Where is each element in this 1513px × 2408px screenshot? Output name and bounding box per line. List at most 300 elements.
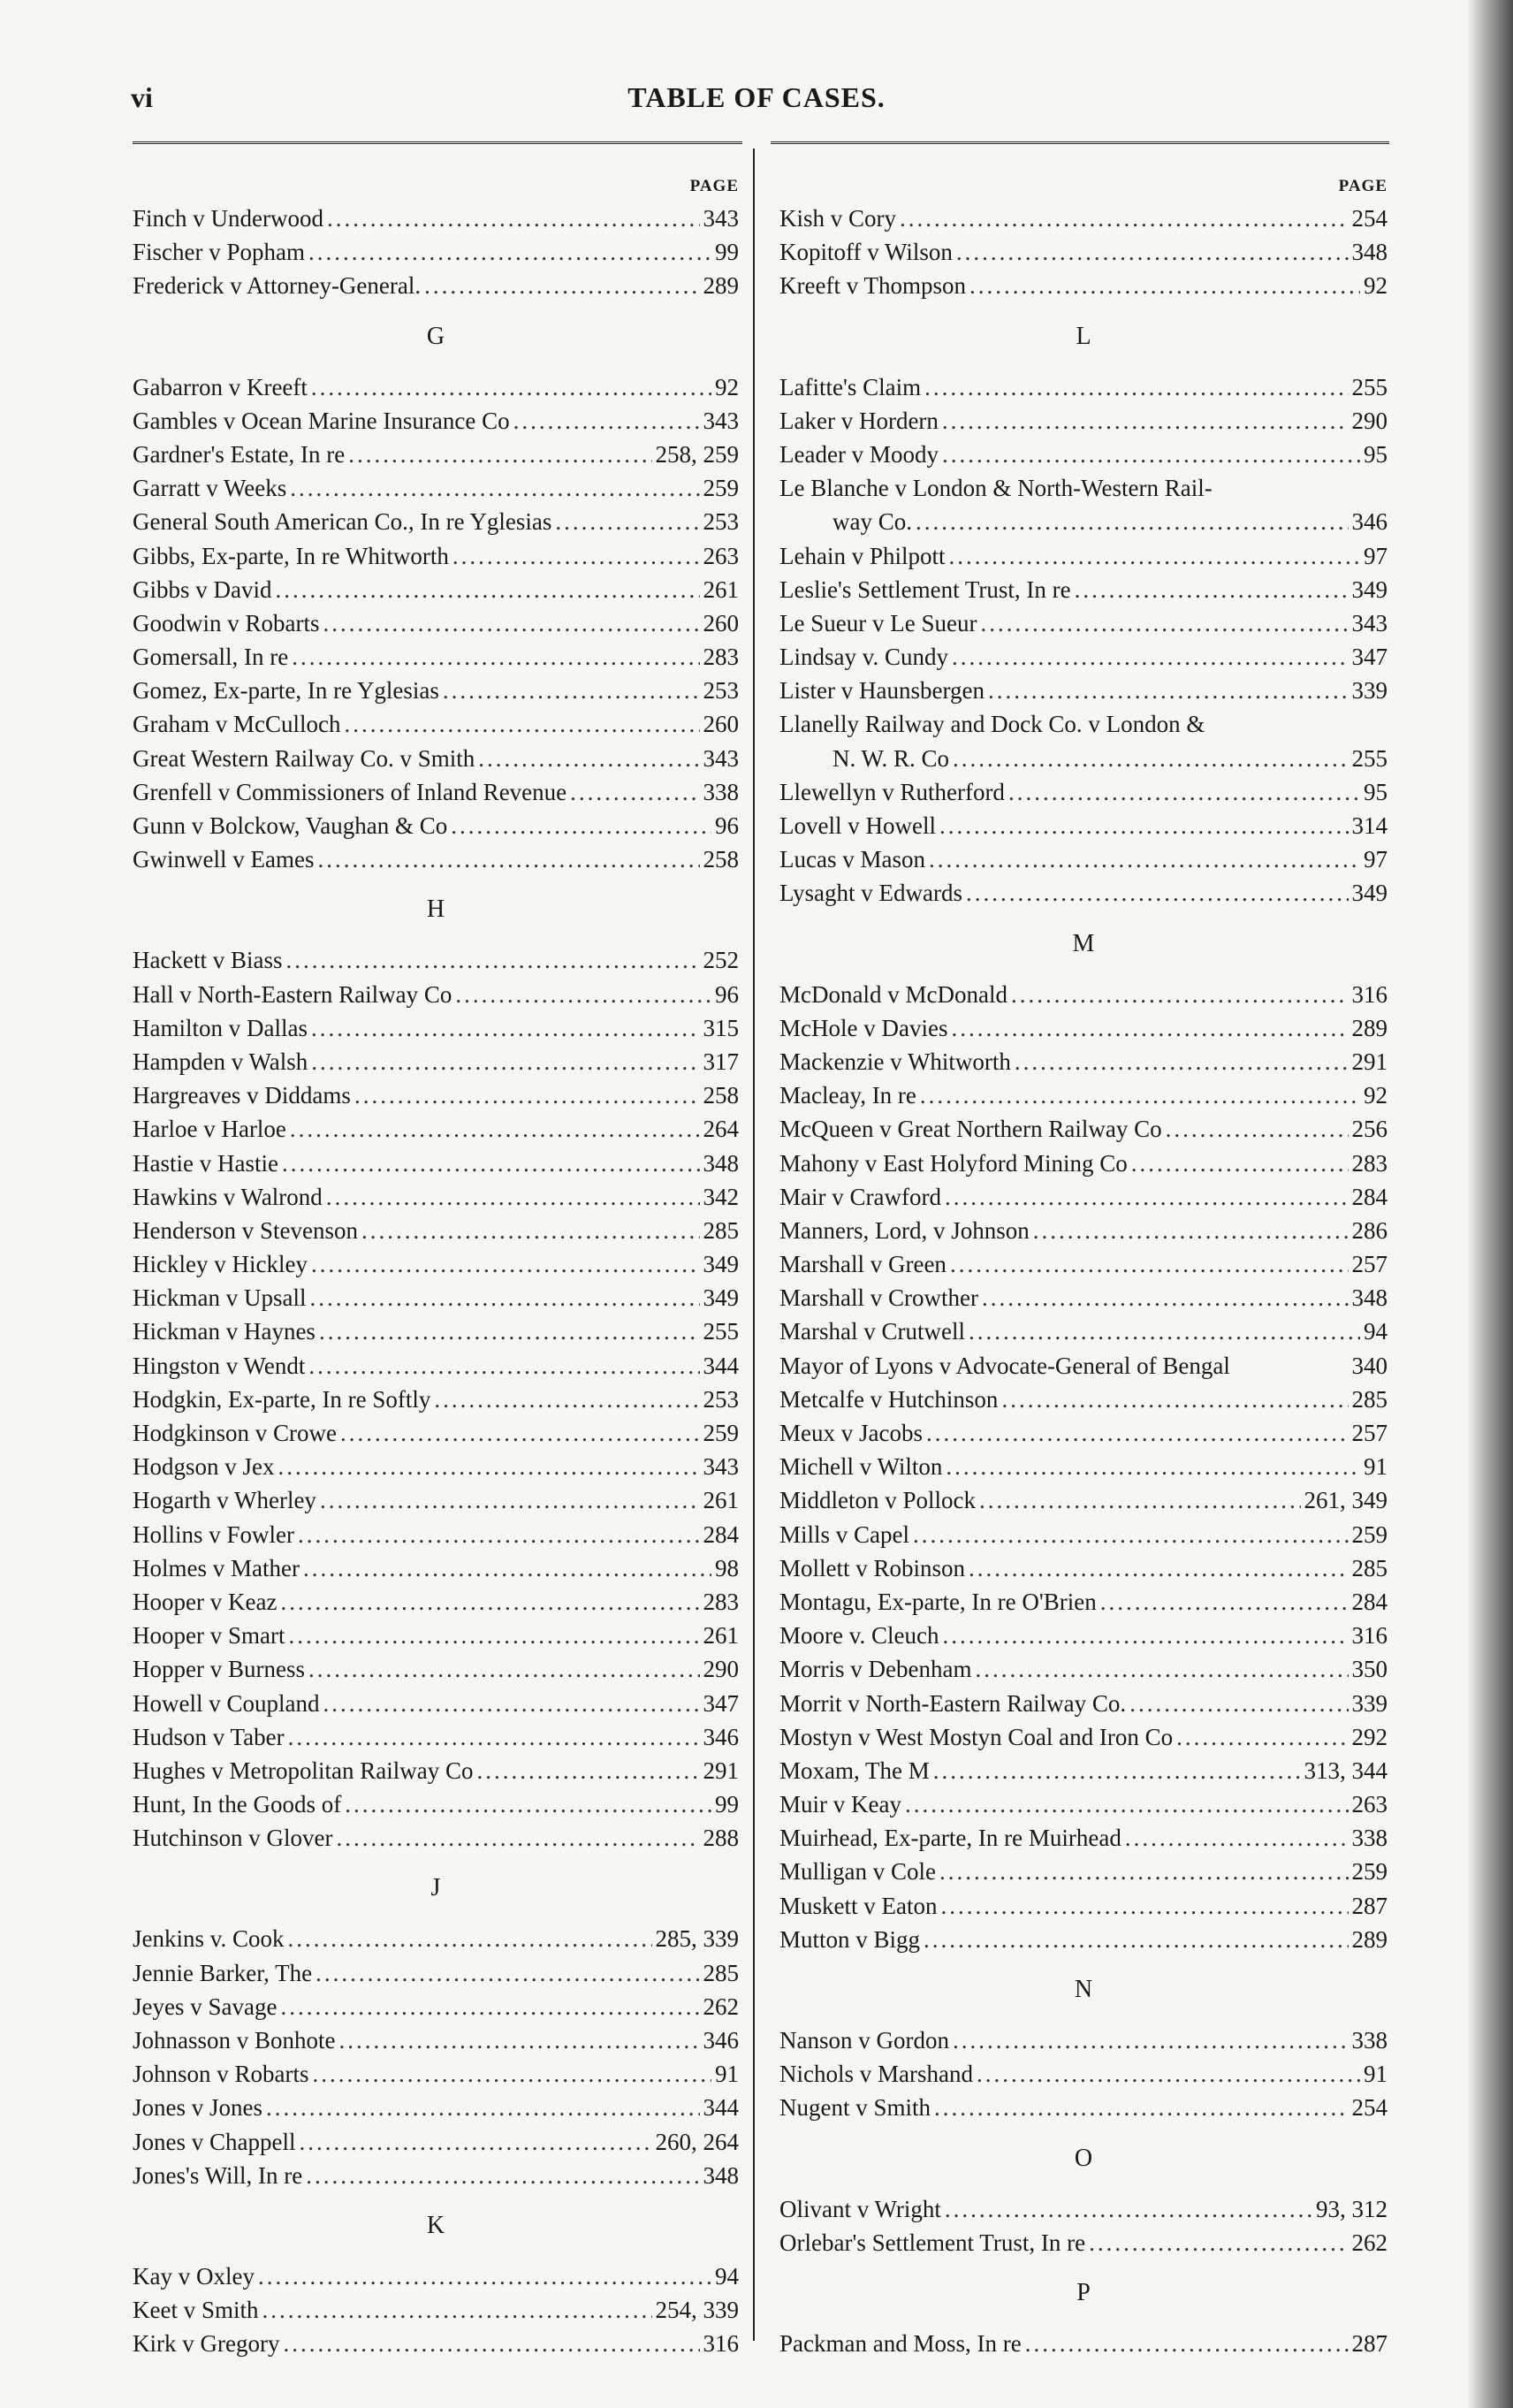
case-page: 343: [703, 407, 739, 434]
dot-leader: [311, 370, 711, 404]
case-name: Lister v Haunsbergen: [779, 677, 985, 705]
case-page: 348: [703, 2161, 739, 2189]
right-column: [779, 171, 1388, 2360]
case-entry: [779, 1450, 1388, 1483]
dot-leader: [306, 2159, 699, 2192]
case-page: 92: [1364, 272, 1388, 300]
case-page: 95: [1364, 440, 1388, 468]
case-entry: [779, 775, 1388, 809]
case-name: Hooper v Smart: [133, 1622, 285, 1650]
dot-leader: [969, 1314, 1360, 1348]
dot-leader: [975, 1652, 1348, 1686]
case-name: Leader v Moody: [779, 440, 939, 468]
dot-leader: [1100, 1585, 1349, 1619]
case-page: 284: [1351, 1183, 1388, 1210]
case-entry: [779, 1349, 1388, 1383]
case-entry: [779, 2192, 1388, 2226]
case-page: 338: [1351, 1825, 1388, 1852]
case-name: Hall v North-Eastern Railway Co: [133, 980, 452, 1008]
page-edge: [1467, 0, 1513, 2408]
case-entry: [779, 1314, 1388, 1348]
dot-leader: [513, 404, 700, 438]
case-entry: [779, 1011, 1388, 1045]
dot-leader: [940, 1889, 1348, 1923]
dot-leader: [1001, 1383, 1348, 1416]
case-name: Meux v Jacobs: [779, 1420, 923, 1446]
case-name: Marshal v Crutwell: [779, 1318, 965, 1345]
dot-leader: [308, 1652, 700, 1686]
case-name: Keet v Smith: [133, 2297, 259, 2324]
dot-leader: [266, 2091, 700, 2124]
dot-leader: [942, 404, 1349, 438]
case-page: 257: [1351, 1420, 1388, 1446]
dot-leader: [311, 1011, 700, 1045]
dot-leader: [979, 1483, 1301, 1517]
case-entry: [779, 606, 1388, 640]
case-page: 339: [1351, 1689, 1388, 1717]
case-name: Gabarron v Kreeft: [133, 373, 308, 400]
dot-leader: [258, 2259, 711, 2293]
case-name: Llanelly Railway and Dock Co. v London &: [779, 711, 1205, 738]
case-entry: [779, 707, 1388, 741]
case-entry: [133, 1922, 739, 1955]
case-page: 343: [703, 1453, 739, 1481]
case-page: 258, 259: [655, 440, 739, 468]
case-entry: [779, 1585, 1388, 1619]
section-letter: J: [430, 1874, 441, 1902]
case-page: 254: [1351, 2094, 1388, 2122]
case-name: Hooper v Keaz: [133, 1588, 278, 1615]
case-entry: [779, 370, 1388, 404]
case-name: Kirk v Gregory: [133, 2330, 280, 2358]
dot-leader: [262, 2293, 652, 2327]
case-name: Orlebar's Settlement Trust, In re: [779, 2229, 1086, 2256]
case-name: Gibbs, Ex-parte, In re Whitworth: [133, 542, 449, 569]
dot-leader: [942, 1619, 1348, 1652]
case-page: 255: [1351, 373, 1388, 400]
case-page: 263: [1351, 1791, 1388, 1818]
case-page: 91: [715, 2061, 739, 2088]
case-entry: [779, 1416, 1388, 1450]
case-page: 93, 312: [1316, 2195, 1388, 2222]
case-entry: [133, 606, 739, 640]
case-page: 260: [703, 711, 739, 738]
case-page: 256: [1351, 1116, 1388, 1143]
case-page: 348: [1351, 239, 1388, 266]
section-letter: O: [1074, 2144, 1093, 2172]
case-entry: [779, 2327, 1388, 2360]
case-name: Muir v Keay: [779, 1791, 901, 1818]
case-entry: [779, 1652, 1388, 1686]
case-page: 314: [1351, 812, 1388, 839]
page-column-label: PAGE: [1338, 177, 1388, 195]
case-name: Gwinwell v Eames: [133, 846, 315, 873]
case-page: 259: [1351, 1858, 1388, 1886]
case-entry: [133, 1383, 739, 1416]
dot-leader: [939, 1855, 1349, 1888]
case-page: 285, 339: [655, 1925, 739, 1953]
case-page: 91: [1364, 1453, 1388, 1481]
case-name: Jennie Barker, The: [133, 1959, 313, 1986]
case-entry: [779, 2023, 1388, 2057]
case-entry: [133, 539, 739, 573]
case-page: 287: [1351, 1892, 1388, 1919]
case-entry: [779, 640, 1388, 674]
dot-leader: [988, 674, 1349, 707]
case-page: 338: [1351, 2027, 1388, 2054]
dot-leader: [926, 1416, 1349, 1450]
case-page: 91: [1364, 2061, 1388, 2088]
case-page: 288: [703, 1825, 739, 1852]
dot-leader: [977, 2057, 1360, 2091]
case-page: 315: [703, 1014, 739, 1041]
dot-leader: [361, 1214, 700, 1247]
case-page: 283: [703, 1588, 739, 1615]
dot-leader: [900, 202, 1348, 235]
case-name: Muirhead, Ex-parte, In re Muirhead: [779, 1825, 1121, 1852]
dot-leader: [946, 1450, 1360, 1483]
dot-leader: [443, 674, 700, 707]
case-page: 292: [1351, 1723, 1388, 1750]
case-page: 263: [703, 542, 739, 569]
case-entry: [133, 1619, 739, 1652]
case-page: 349: [1351, 575, 1388, 603]
case-name: Hampden v Walsh: [133, 1048, 308, 1075]
case-page: 339: [1351, 677, 1388, 705]
case-name: Hawkins v Walrond: [133, 1183, 323, 1210]
case-entry: [133, 370, 739, 404]
case-name: Hackett v Biass: [133, 947, 283, 974]
dot-leader: [1125, 1821, 1349, 1855]
case-name: Mollett v Robinson: [779, 1554, 966, 1581]
dot-leader: [344, 707, 699, 741]
case-entry: [133, 1754, 739, 1787]
dot-leader: [1033, 1214, 1349, 1247]
case-entry: [779, 1551, 1388, 1585]
dot-leader: [1011, 978, 1349, 1011]
case-name: Graham v McCulloch: [133, 711, 341, 738]
dot-leader: [929, 842, 1360, 876]
case-entry: [133, 742, 739, 775]
case-entry: [133, 2159, 739, 2192]
dot-leader: [451, 809, 711, 842]
dot-leader: [319, 1314, 700, 1348]
case-page: 349: [703, 1251, 739, 1278]
case-name: Jenkins v. Cook: [133, 1925, 285, 1953]
case-entry: [133, 471, 739, 505]
case-page: 316: [1351, 980, 1388, 1008]
case-page: 257: [1351, 1251, 1388, 1278]
case-name: Jones v Jones: [133, 2094, 262, 2122]
case-page: 258: [703, 846, 739, 873]
case-name: Gomersall, In re: [133, 644, 289, 671]
case-name: Jeyes v Savage: [133, 1993, 278, 2020]
dot-leader: [298, 1518, 699, 1551]
dot-leader: [945, 1180, 1349, 1214]
dot-leader: [570, 775, 699, 809]
case-entry: [133, 1821, 739, 1855]
dot-leader: [952, 640, 1349, 674]
case-entry: [133, 1450, 739, 1483]
case-entry: [133, 269, 739, 302]
case-entry: [133, 202, 739, 235]
dot-leader: [1131, 1147, 1349, 1180]
case-entry: [779, 202, 1388, 235]
dot-leader: [1008, 775, 1360, 809]
case-entry: [779, 1687, 1388, 1720]
case-name: Lafitte's Claim: [779, 373, 922, 400]
case-page: 289: [1351, 1925, 1388, 1953]
case-name: Muskett v Eaton: [779, 1892, 938, 1919]
case-entry: [133, 1314, 739, 1348]
case-page: 284: [703, 1520, 739, 1548]
case-page: 291: [703, 1756, 739, 1784]
case-name: Llewellyn v Rutherford: [779, 778, 1005, 805]
case-name: Mair v Crawford: [779, 1183, 941, 1210]
dot-leader: [948, 539, 1360, 573]
case-entry: [133, 2327, 739, 2360]
case-page: 342: [703, 1183, 739, 1210]
dot-leader: [434, 1383, 699, 1416]
case-page: 99: [715, 239, 739, 266]
case-page: 92: [1364, 1082, 1388, 1109]
dot-leader: [323, 606, 700, 640]
case-name: Morrit v North-Eastern Railway Co.: [779, 1689, 1127, 1717]
case-page: 291: [1351, 1048, 1388, 1075]
case-name: Lysaght v Edwards: [779, 880, 962, 907]
dot-leader: [950, 1247, 1349, 1281]
case-entry: [779, 539, 1388, 573]
case-page: 290: [1351, 407, 1388, 434]
case-name: Olivant v Wright: [779, 2195, 941, 2222]
case-page: 289: [1351, 1014, 1388, 1041]
dot-leader: [278, 1450, 700, 1483]
case-page: 313, 344: [1304, 1756, 1388, 1784]
case-entry: [133, 1112, 739, 1146]
page-column-label: PAGE: [689, 177, 739, 195]
case-entry: [133, 1787, 739, 1821]
case-page: 96: [715, 980, 739, 1008]
case-page: 348: [1351, 1284, 1388, 1312]
case-name: Hickman v Upsall: [133, 1284, 307, 1312]
case-page: 260, 264: [655, 2128, 739, 2155]
case-name: Hickman v Haynes: [133, 1318, 316, 1345]
case-name: Harloe v Harloe: [133, 1116, 286, 1143]
dot-leader: [339, 2023, 700, 2057]
case-page: 253: [703, 508, 739, 536]
case-entry: [133, 943, 739, 977]
case-page: 316: [703, 2330, 739, 2358]
case-page: 258: [703, 1082, 739, 1109]
case-name: Johnasson v Bonhote: [133, 2027, 336, 2054]
case-entry: [779, 1078, 1388, 1112]
case-name: Garratt v Weeks: [133, 475, 287, 502]
dot-leader: [924, 370, 1348, 404]
case-page: 252: [703, 947, 739, 974]
case-name: Marshall v Green: [779, 1251, 947, 1278]
case-name: Grenfell v Commissioners of Inland Revenue: [133, 778, 567, 805]
case-name: Hogarth v Wherley: [133, 1487, 316, 1514]
case-name: Mulligan v Cole: [779, 1858, 936, 1886]
dot-leader: [452, 539, 700, 573]
case-entry: [779, 1214, 1388, 1247]
case-name: Mutton v Bigg: [779, 1925, 921, 1953]
dot-leader: [308, 1349, 699, 1383]
case-entry: [133, 809, 739, 842]
dot-leader: [1075, 573, 1349, 606]
case-entry: [779, 1147, 1388, 1180]
case-page: 349: [1351, 880, 1388, 907]
dot-leader: [1089, 2226, 1348, 2259]
case-page: 97: [1364, 542, 1388, 569]
case-page: 343: [1351, 609, 1388, 636]
dot-leader: [323, 1687, 699, 1720]
case-page: 350: [1351, 1656, 1388, 1683]
case-page: 284: [1351, 1588, 1388, 1615]
dot-leader: [288, 1922, 652, 1955]
case-entry: [779, 674, 1388, 707]
case-entry: [779, 1518, 1388, 1551]
left-column: [133, 171, 739, 2361]
case-name: Holmes v Mather: [133, 1554, 300, 1581]
dot-leader: [924, 1923, 1348, 1956]
case-page: 253: [703, 1385, 739, 1413]
case-page: 346: [1351, 508, 1388, 536]
case-name: Hodgson v Jex: [133, 1453, 275, 1481]
page-number: vi: [131, 81, 153, 113]
case-name: Gibbs v David: [133, 575, 272, 603]
case-name: Macleay, In re: [779, 1082, 916, 1109]
case-name: Le Blanche v London & North-Western Rail-: [779, 475, 1213, 502]
case-page: 255: [703, 1318, 739, 1345]
dot-leader: [285, 943, 699, 977]
dot-leader: [1015, 1045, 1349, 1078]
dot-leader: [956, 235, 1349, 269]
case-page: 283: [703, 644, 739, 671]
case-page: 316: [1351, 1622, 1388, 1650]
case-name: Kreeft v Thompson: [779, 272, 966, 300]
case-page: 253: [703, 677, 739, 705]
case-name: Goodwin v Robarts: [133, 609, 320, 636]
case-name: McHole v Davies: [779, 1014, 948, 1041]
dot-leader: [336, 1821, 699, 1855]
case-name: Howell v Coupland: [133, 1689, 320, 1717]
dot-leader: [345, 1787, 711, 1821]
case-page: 347: [703, 1689, 739, 1717]
case-name: Hodgkin, Ex-parte, In re Softly: [133, 1385, 431, 1413]
case-name: McQueen v Great Northern Railway Co: [779, 1116, 1162, 1143]
dot-leader: [1129, 1687, 1348, 1720]
case-name: N. W. R. Co: [833, 744, 950, 772]
case-name: Fischer v Popham: [133, 239, 305, 266]
case-entry: [133, 1652, 739, 1686]
case-name: Middleton v Pollock: [779, 1487, 976, 1514]
case-name: General South American Co., In re Yglesias: [133, 508, 552, 536]
case-page: 254: [1351, 205, 1388, 232]
case-name: Hughes v Metropolitan Railway Co: [133, 1756, 474, 1784]
case-entry: [133, 1180, 739, 1214]
case-entry: [133, 1551, 739, 1585]
dot-leader: [476, 1754, 699, 1787]
dot-leader: [455, 978, 711, 1011]
case-entry: [133, 1349, 739, 1383]
case-page: 343: [703, 744, 739, 772]
case-page: 287: [1351, 2329, 1388, 2357]
case-page: 285: [1351, 1385, 1388, 1413]
case-name: Mahony v East Holyford Mining Co: [779, 1149, 1128, 1177]
case-entry: [779, 2057, 1388, 2091]
dot-leader: [966, 876, 1349, 910]
case-name: Mills v Capel: [779, 1520, 909, 1548]
dot-leader: [424, 269, 699, 302]
case-page: 97: [1364, 846, 1388, 873]
dot-leader: [920, 1078, 1360, 1112]
case-entry: [133, 1247, 739, 1281]
case-entry: [779, 978, 1388, 1011]
case-name: Jones's Will, In re: [133, 2161, 303, 2189]
case-entry: [779, 438, 1388, 471]
case-name: Hingston v Wendt: [133, 1352, 306, 1379]
column-divider: [753, 149, 755, 2341]
dot-leader: [320, 1483, 700, 1517]
case-entry: [779, 1889, 1388, 1923]
dot-leader: [953, 742, 1348, 775]
dot-leader: [280, 1990, 699, 2023]
case-page: 254, 339: [655, 2297, 739, 2324]
case-name: Lucas v Mason: [779, 846, 925, 873]
case-page: 344: [703, 1352, 739, 1379]
dot-leader: [316, 1956, 699, 1990]
case-name: Hopper v Burness: [133, 1656, 305, 1683]
case-name: Le Sueur v Le Sueur: [779, 609, 977, 636]
case-page: 283: [1351, 1149, 1388, 1177]
dot-leader: [303, 1551, 711, 1585]
header-rule: [771, 141, 1389, 144]
case-entry: [133, 674, 739, 707]
case-page: 285: [703, 1216, 739, 1244]
dot-leader: [951, 1011, 1348, 1045]
dot-leader: [939, 809, 1349, 842]
case-entry: [133, 404, 739, 438]
case-name: Nichols v Marshand: [779, 2061, 973, 2088]
case-name: Lehain v Philpott: [779, 542, 946, 569]
dot-leader: [934, 2091, 1348, 2124]
case-entry: [133, 1011, 739, 1045]
dot-leader: [311, 1247, 700, 1281]
dot-leader: [969, 269, 1360, 302]
case-name: Manners, Lord, v Johnson: [779, 1216, 1030, 1244]
case-page: 94: [1364, 1318, 1388, 1345]
case-entry: [133, 775, 739, 809]
dot-leader: [288, 1619, 699, 1652]
case-name: Gunn v Bolckow, Vaughan & Co: [133, 812, 448, 839]
case-page: 286: [1351, 1216, 1388, 1244]
case-page: 262: [1351, 2229, 1388, 2256]
case-entry: [779, 1383, 1388, 1416]
case-name: Henderson v Stevenson: [133, 1216, 358, 1244]
case-name: Nanson v Gordon: [779, 2027, 949, 2054]
section-letter: G: [426, 322, 445, 350]
case-name: Mayor of Lyons v Advocate-General of Bengal: [779, 1352, 1230, 1379]
section-letter: N: [1074, 1976, 1093, 2003]
case-name: Hutchinson v Glover: [133, 1825, 333, 1852]
case-entry: [133, 1483, 739, 1517]
case-entry: [779, 2226, 1388, 2259]
case-page: 260: [703, 609, 739, 636]
case-name: McDonald v McDonald: [779, 980, 1007, 1008]
dot-leader: [555, 505, 699, 538]
case-entry: [133, 1078, 739, 1112]
